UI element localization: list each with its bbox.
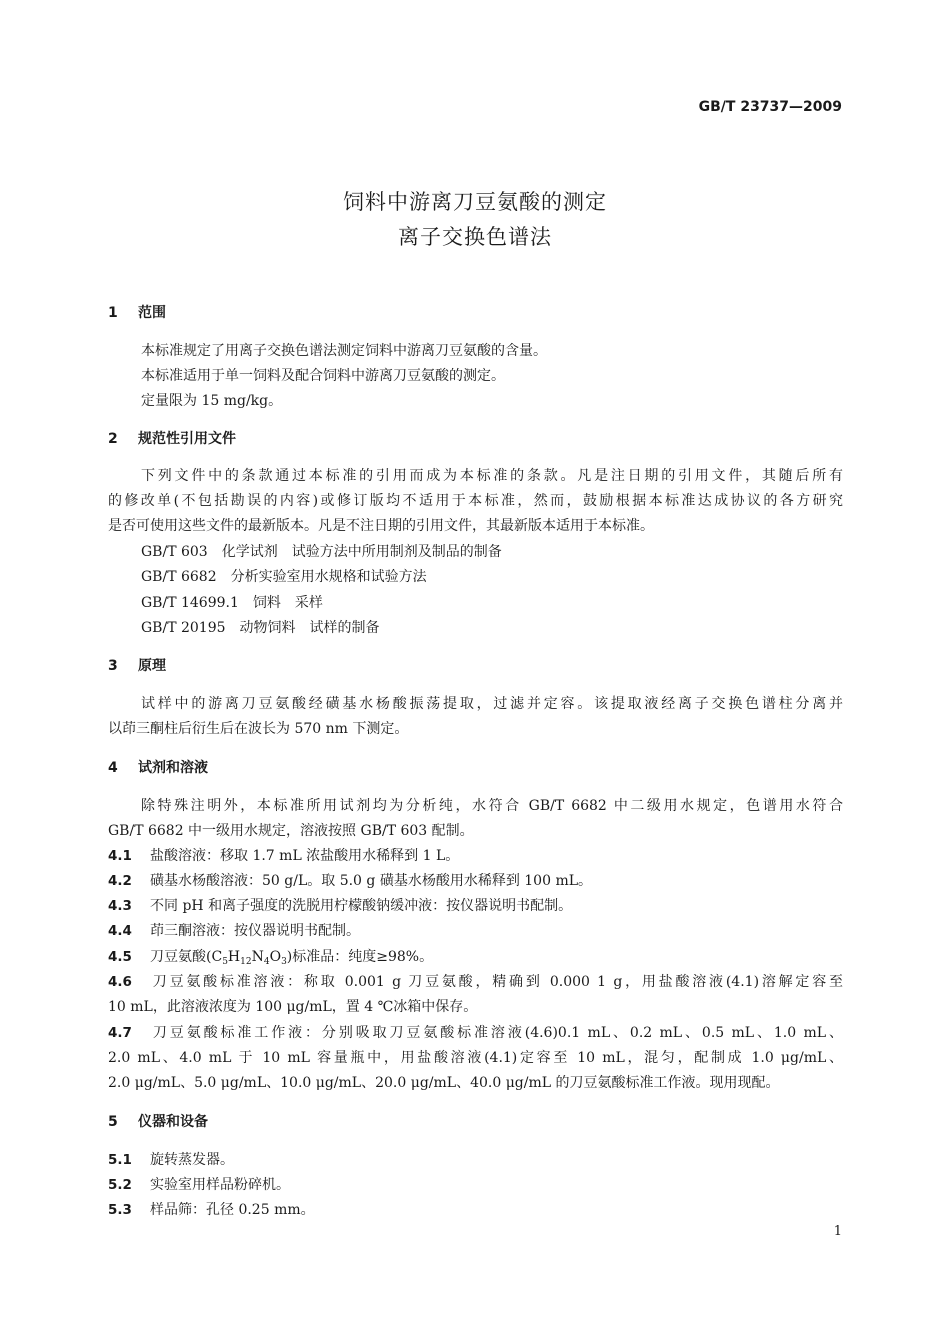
paragraph-line: 本标准适用于单一饲料及配合饲料中游离刀豆氨酸的测定。 [141,368,505,384]
section-4-heading [108,757,208,777]
section-title: 范围 [138,305,166,321]
standard-number: GB/T 23737—2009 [698,99,842,115]
item-number: 4.2 [108,873,132,889]
paragraph-line: 下列文件中的条款通过本标准的引用而成为本标准的条款。凡是注日期的引用文件，其随后所有 [141,468,843,484]
item-text: 旋转蒸发器。 [150,1152,234,1168]
section-1-heading [108,302,166,322]
section-title: 规范性引用文件 [138,431,236,447]
item-continuation: 2.0 μg/mL、5.0 μg/mL、10.0 μg/mL、20.0 μg/mL、40.0 μg/mL 的刀豆氨酸标准工作液。现用现配。 [108,1075,780,1091]
title-line-2: 离子交换色谱法 [398,225,552,249]
list-item [108,1174,290,1194]
section-title: 原理 [138,658,166,674]
paragraph-line: 定量限为 15 mg/kg。 [141,393,283,409]
paragraph-line: 试样中的游离刀豆氨酸经磺基水杨酸振荡提取，过滤并定容。该提取液经离子交换色谱柱分离并 [141,696,843,712]
item-number: 4.6 [108,974,132,990]
item-number: 4.1 [108,848,132,864]
item-text: 实验室用样品粉碎机。 [150,1177,290,1193]
paragraph-line: 的修改单(不包括勘误的内容)或修订版均不适用于本标准，然而，鼓励根据本标准达成协议的各方研究 [108,493,843,509]
list-item [108,1199,315,1219]
item-number: 5.1 [108,1152,132,1168]
section-number: 5 [108,1114,118,1130]
item-continuation: 10 mL，此溶液浓度为 100 μg/mL，置 4 ℃冰箱中保存。 [108,999,478,1015]
title-line-1: 饲料中游离刀豆氨酸的测定 [343,190,607,214]
paragraph-line: 除特殊注明外，本标准所用试剂均为分析纯，水符合 GB/T 6682 中二级用水规定，色谱用水符合 [141,798,843,814]
section-5-heading [108,1111,208,1131]
section-number: 4 [108,760,118,776]
list-item [108,946,433,967]
section-number: 1 [108,305,118,321]
list-item [108,870,592,890]
reference-item: GB/T 14699.1 饲料 采样 [141,595,323,611]
item-number: 5.2 [108,1177,132,1193]
list-item [108,845,459,865]
section-number: 2 [108,431,118,447]
item-number: 4.5 [108,949,132,965]
section-2-heading [108,428,236,448]
item-text: 刀豆氨酸$(C_5H_{12}N_4O_3)$标准品：纯度≥98%。 [150,949,434,967]
item-continuation: 2.0 mL、4.0 mL 于 10 mL 容量瓶中，用盐酸溶液(4.1)定容至 10 mL，混匀，配制成 1.0 μg/mL、 [108,1050,843,1066]
reference-item: GB/T 6682 分析实验室用水规格和试验方法 [141,569,427,585]
paragraph-line: GB/T 6682 中一级用水规定，溶液按照 GB/T 603 配制。 [108,823,474,839]
item-text: 刀豆氨酸标准工作液：分别吸取刀豆氨酸标准溶液(4.6)0.1 mL、0.2 mL、0.5 mL、1.0 mL、 [150,1025,843,1041]
item-text: 磺基水杨酸溶液：50 g/L。取 5.0 g 磺基水杨酸用水稀释到 100 mL。 [150,873,593,889]
reference-item: GB/T 20195 动物饲料 试样的制备 [141,620,380,636]
paragraph-line: 本标准规定了用离子交换色谱法测定饲料中游离刀豆氨酸的含量。 [141,343,547,359]
section-3-heading [108,655,166,675]
item-text: 刀豆氨酸标准溶液：称取 0.001 g 刀豆氨酸，精确到 0.000 1 g，用盐酸溶液(4.1)溶解定容至 [150,974,843,990]
item-number: 4.4 [108,923,132,939]
item-number: 4.7 [108,1025,132,1041]
section-title: 试剂和溶液 [138,760,208,776]
list-item [108,971,843,991]
paragraph-line: 是否可使用这些文件的最新版本。凡是不注日期的引用文件，其最新版本适用于本标准。 [108,518,654,534]
item-text: 茚三酮溶液：按仪器说明书配制。 [150,923,360,939]
reference-item: GB/T 603 化学试剂 试验方法中所用制剂及制品的制备 [141,544,502,560]
page-number: 1 [833,1224,842,1239]
item-text: 盐酸溶液：移取 1.7 mL 浓盐酸用水稀释到 1 L。 [150,848,460,864]
list-item [108,895,572,915]
paragraph-line: 以茚三酮柱后衍生后在波长为 570 nm 下测定。 [108,721,409,737]
section-title: 仪器和设备 [138,1114,208,1130]
section-number: 3 [108,658,118,674]
list-item [108,1149,234,1169]
item-text: 样品筛：孔径 0.25 mm。 [150,1202,315,1218]
item-text: 不同 pH 和离子强度的洗脱用柠檬酸钠缓冲液：按仪器说明书配制。 [150,898,573,914]
item-number: 4.3 [108,898,132,914]
list-item [108,920,360,940]
item-number: 5.3 [108,1202,132,1218]
list-item [108,1022,843,1042]
